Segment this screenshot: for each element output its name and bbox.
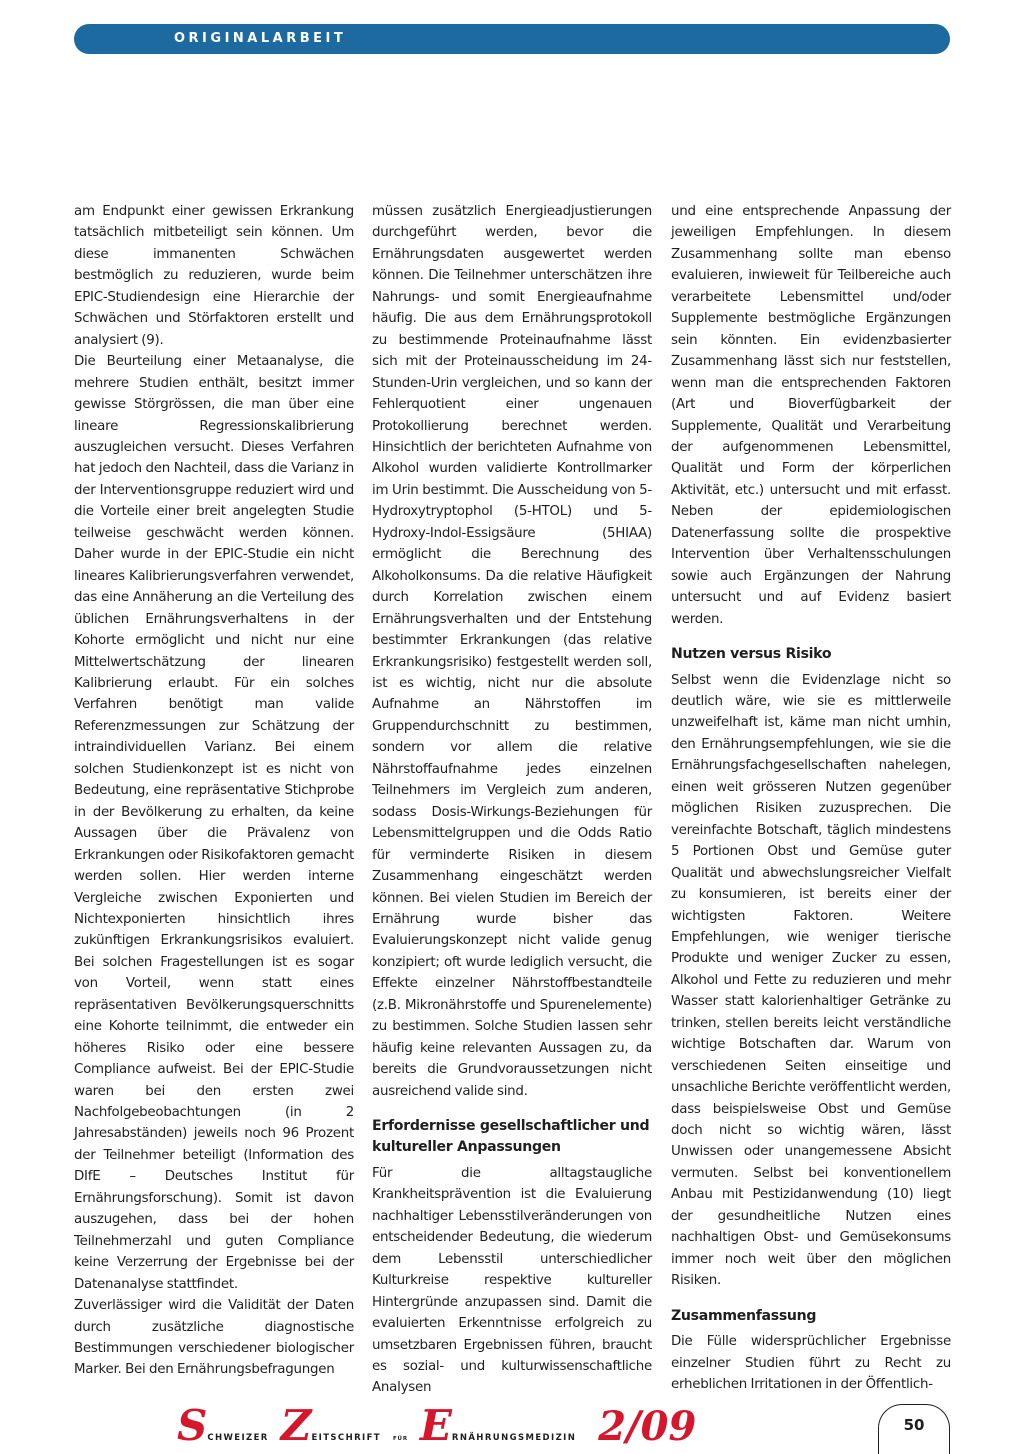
paragraph: Selbst wenn die Evidenzlage nicht so deutlich wäre, wie sie es mittlerweile unzweifelhaft ist, käme man nicht umhin, den Ernährungsempfehlungen, wie sie die Ernährungsfachgesellschaften nahelegen, einen weit grösseren Nutzen gegenüber möglichen Risiken zuzusprechen. Die vereinfachte Botschaft, täglich mindestens 5 Portionen Obst und Gemüse guter Qualität und abwechslungsreicher Vielfalt zu konsumieren, ist bereits einer der wichtigsten Faktoren. Weitere Empfehlungen, wie weniger tierische Produkte und weniger Zucker zu essen, Alkohol und Fette zu reduzieren und mehr Wasser statt kalorienhaltiger Getränke zu trinken, stellen bereits leicht verständliche wichtige Botschaften dar. Warum von verschiedenen Seiten einseitige und unsachliche Berichte veröffentlicht werden, dass beispielsweise Obst und Gemüse doch nicht so wichtig wären, lässt Unwissen oder unangemessene Absicht vermuten. Selbst bei konventionellem Anbau mit Pestizidanwendung (10) liegt der gesundheitliche Nutzen eines nachhaltigen Obst- und Gemüsekonsums immer noch weit über den möglichen Risiken. — [671, 672, 951, 1289]
masthead-word-schweizer: CHWEIZER — [207, 1433, 269, 1443]
text-column-2 — [372, 201, 652, 1399]
masthead-word-zeitschrift: EITSCHRIFT — [311, 1433, 381, 1443]
section-label: ORIGINALARBEIT — [174, 31, 347, 46]
masthead-letter-z: Z — [280, 1401, 312, 1450]
paragraph: und eine entsprechende Anpassung der jeweiligen Empfehlungen. In diesem Zusammenhang sollte man ebenso evaluieren, inwieweit für Teilbereiche auch verarbeitete Lebensmittel und/oder Supplemente bestmögliche Ergänzungen sein könnten. Ein evidenzbasierter Zusammenhang lässt sich nur feststellen, wenn man die entsprechenden Faktoren (Art und Bioverfügbarkeit der Supplemente, Qualität und Verarbeitung der aufgenommenen Lebensmittel, Qualität und Form der körperlichen Aktivität, etc.) untersucht und mit erfasst. Neben der epidemiologischen Datenerfassung sollte die prospektive Intervention über Verhaltensschulungen sowie auch Ergänzungen der Nahrung untersucht und auf Evidenz basiert werden. — [671, 204, 951, 627]
page-number: 50 — [903, 1416, 925, 1434]
masthead-letter-e: E — [419, 1401, 452, 1450]
paragraph: Die Beurteilung einer Metaanalyse, die mehrere Studien enthält, besitzt immer gewisse Störgrössen, die man über eine lineare Regressionskalibrierung auszugleichen versucht. Dieses Verfahren hat jedoch den Nachteil, dass die Varianz in der Interventionsgruppe reduziert wird und die Vorteile einer breit angelegten Studie teilweise geschwächt werden können. Daher wurde in der EPIC-Studie ein nicht lineares Kalibrierungsverfahren verwendet, das eine Annäherung an die Verteilung des üblichen Ernährungsverhaltens in der Kohorte ermöglicht und nicht nur eine Mittelwertschätzung der linearen Kalibrierung erlaubt. Für ein solches Verfahren benötigt man valide Referenzmessungen zur Schätzung der intraindividuellen Varianz. Bei einem solchen Studienkonzept ist es nicht von Bedeutung, eine repräsentative Stichprobe in der Bevölkerung zu erhalten, da keine Aussagen über die Prävalenz von Erkrankungen oder Risikofaktoren gemacht werden sollen. Hier werden interne Vergleiche zwischen Exponierten und Nichtexponierten hinsichtlich ihres zukünftigen Erkrankungsrisikos evaluiert. Bei solchen Fragestellungen ist es sogar von Vorteil, wenn statt eines repräsentativen Bevölkerungsquerschnitts eine Kohorte teilnimmt, die entweder ein höheres Risiko oder eine bessere Compliance aufweist. Bei der EPIC-Studie waren bei den ersten zwei Nachfolgebeobachtungen (in 2 Jahresabständen) jeweils noch 96 Prozent der Teilnehmer beteiligt (Information des DIfE – Deutsches Institut für Ernährungsforschung). Somit ist davon auszugehen, dass bei der hohen Teilnehmerzahl und guten Compliance keine Verzerrung der Ergebnisse bei der Datenanalyse stattfindet. — [74, 354, 354, 1292]
paragraph: am Endpunkt einer gewissen Erkrankung tatsächlich mitbeteiligt sein können. Um diese immanenten Schwächen bestmöglich zu reduzieren, wurde beim EPIC-Studiendesign eine Hierarchie der Schwächen und Störfaktoren erstellt und analysiert (9). — [74, 204, 354, 348]
masthead-word-fuer: FÜR — [393, 1436, 408, 1442]
section-heading: Nutzen versus Risiko — [671, 646, 832, 663]
paragraph: Die Fülle widersprüchlicher Ergebnisse einzelner Studien führt zu Recht zu erheblichen Irritationen in der Öffentlich- — [671, 1334, 951, 1393]
section-heading: Erfordernisse gesellschaftlicher und kultureller Anpassungen — [372, 1118, 650, 1156]
section-header-bar — [74, 24, 950, 54]
masthead-word-ernaehrungsmedizin: RNÄHRUNGSMEDIZIN — [451, 1433, 577, 1443]
paragraph: Für die alltagstaugliche Krankheitsprävention ist die Evaluierung nachhaltiger Lebensstilveränderungen von entscheidender Bedeutung, die wiederum dem Lebensstil unterschiedlicher Kulturkreise respektive kultureller Hintergründe anzupassen sind. Damit die evaluierten Erkenntnisse erfolgreich zu umsetzbaren Ergebnissen führen, braucht es sozial- und kulturwissenschaftliche Analysen — [372, 1165, 652, 1396]
journal-masthead — [177, 1403, 696, 1453]
text-column-3 — [671, 201, 951, 1395]
paragraph: Zuverlässiger wird die Validität der Daten durch zusätzliche diagnostische Bestimmungen verschiedener biologischer Marker. Bei den Ernährungsbefragungen — [74, 1298, 354, 1378]
paragraph: müssen zusätzlich Energieadjustierungen durchgeführt werden, bevor die Ernährungsdaten ausgewertet werden können. Die Teilnehmer unterschätzen ihre Nahrungs- und somit Energieaufnahme häufig. Die aus dem Ernährungsprotokoll zu bestimmende Proteinaufnahme lässt sich mit der Proteinausscheidung im 24-Stunden-Urin vergleichen, und so kann der Fehlerquotient einer ungenauen Protokollierung berechnet werden. Hinsichtlich der berichteten Aufnahme von Alkohol wurden validierte Kontrollmarker im Urin bestimmt. Die Ausscheidung von 5-Hydroxytryptophol (5-HTOL) und 5-Hydroxy-Indol-Essigsäure (5HIAA) ermöglicht die Berechnung des Alkoholkonsums. Da die relative Häufigkeit durch Korrelation zwischen einem Ernährungsverhalten und der Entstehung bestimmter Erkrankungen (das relative Erkrankungsrisiko) festgestellt werden soll, ist es wichtig, nicht nur die absolute Aufnahme an Nährstoffen im Gruppendurchschnitt zu bestimmen, sondern vor allem die relative Nährstoffaufnahme jedes einzelnen Teilnehmers im Vergleich zum anderen, sodass Dosis-Wirkungs-Beziehungen für Lebensmittelgruppen und die Odds Ratio für verminderte Risiken in diesem Zusammenhang eingeschätzt werden können. Bei vielen Studien im Bereich der Ernährung wurde bisher das Evaluierungskonzept nicht valide genug konzipiert; oft wurde lediglich versucht, die Effekte einzelner Nährstoffbestandteile (z.B. Mikronährstoffe und Spurenelemente) zu bestimmen. Solche Studien lassen sehr häufig keine relevanten Aussagen zu, da bereits die Grundvoraussetzungen nicht ausreichend valide sind. — [372, 204, 652, 1099]
text-column-1 — [74, 201, 354, 1381]
masthead-letter-s: S — [177, 1401, 208, 1450]
page-number-tab — [878, 1404, 950, 1454]
section-heading: Zusammenfassung — [671, 1307, 817, 1324]
issue-number: 2/09 — [598, 1403, 697, 1450]
